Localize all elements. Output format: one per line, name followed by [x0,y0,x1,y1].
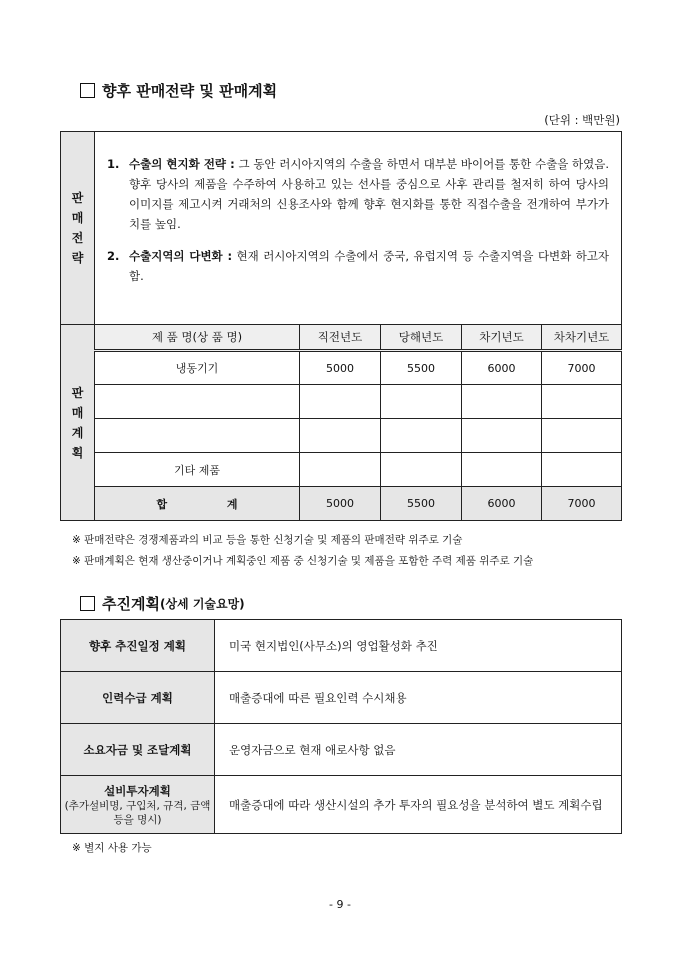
header-after-next-year: 차차기년도 [542,325,622,351]
header-product: 제 품 명(상 품 명) [95,325,300,351]
strategy-content [95,132,622,325]
total-row: 합 계 5000 5500 6000 7000 [61,487,622,521]
section-title-plan [80,593,245,614]
plan-table-header [61,325,622,351]
plan-row [61,620,622,672]
checkbox-square-icon [80,83,95,98]
table-row: 기타 제품 [61,453,622,487]
header-next-year: 차기년도 [462,325,542,351]
note-strategy: ※ 판매전략은 경쟁제품과의 비교 등을 통한 신청기술 및 제품의 판매전략 위주로 기술 [72,534,463,546]
section-title-suffix: (상세 기술요망) [159,597,245,611]
table-row [61,385,622,419]
plan-row [61,776,622,834]
plan-row-value: 운영자금으로 현재 애로사항 없음 [215,724,622,776]
table-row: 냉동기기 5000 5500 6000 7000 [61,351,622,385]
strategy-side-label: 판 매 전 략 [61,132,95,325]
plan-row-value: 미국 현지법인(사무소)의 영업활성화 추진 [215,620,622,672]
plan-row [61,672,622,724]
plan-row-label: 소요자금 및 조달계획 [61,724,215,776]
note-plan: ※ 판매계획은 현재 생산중이거나 계획중인 제품 중 신청기술 및 제품을 포함한 주력 제품 위주로 기술 [72,555,534,567]
table-row [61,419,622,453]
plan-row-value: 매출증대에 따라 생산시설의 추가 투자의 필요성을 분석하여 별도 계획수립 [215,776,622,834]
plan-row-label: 설비투자계획 (추가설비명, 구입처, 규격, 금액 등을 명시) [61,776,215,834]
unit-label: (단위 : 백만원) [544,113,620,127]
plan-table [60,619,622,834]
plan-side-label: 판 매 계 획 [61,325,95,521]
checkbox-square-icon [80,596,95,611]
section-title-text: 향후 판매전략 및 판매계획 [102,82,278,100]
strategy-item: 1. 수출의 현지화 전략 : 그 동안 러시아지역의 수출을 하면서 대부분 바이어를 통한 수출을 하였음. 향후 당사의 제품을 수주하여 사용하고 있는 선사를 중심으로 사후 관리를 철저히 하여 당사의 이미지를 제고시켜 거래처의 신용조사와 함께 향후 현지화를 통한 직접수출을 전개하여 부가가치를 높임. [107,157,610,231]
plan-row-value: 매출증대에 따른 필요인력 수시채용 [215,672,622,724]
header-current-year: 당해년도 [381,325,462,351]
sales-table [60,131,622,521]
section-title-sales [80,80,277,101]
section-title-text: 추진계획 [102,595,160,613]
plan-row-label: 인력수급 계획 [61,672,215,724]
page-number: - 9 - [329,898,351,911]
plan-row [61,724,622,776]
header-prev-year: 직전년도 [300,325,381,351]
strategy-item: 2. 수출지역의 다변화 : 현재 러시아지역의 수출에서 중국, 유럽지역 등 수출지역을 다변화 하고자함. [107,249,610,283]
plan-row-label: 향후 추진일정 계획 [61,620,215,672]
note-separate-sheet: ※ 별지 사용 가능 [72,842,152,854]
